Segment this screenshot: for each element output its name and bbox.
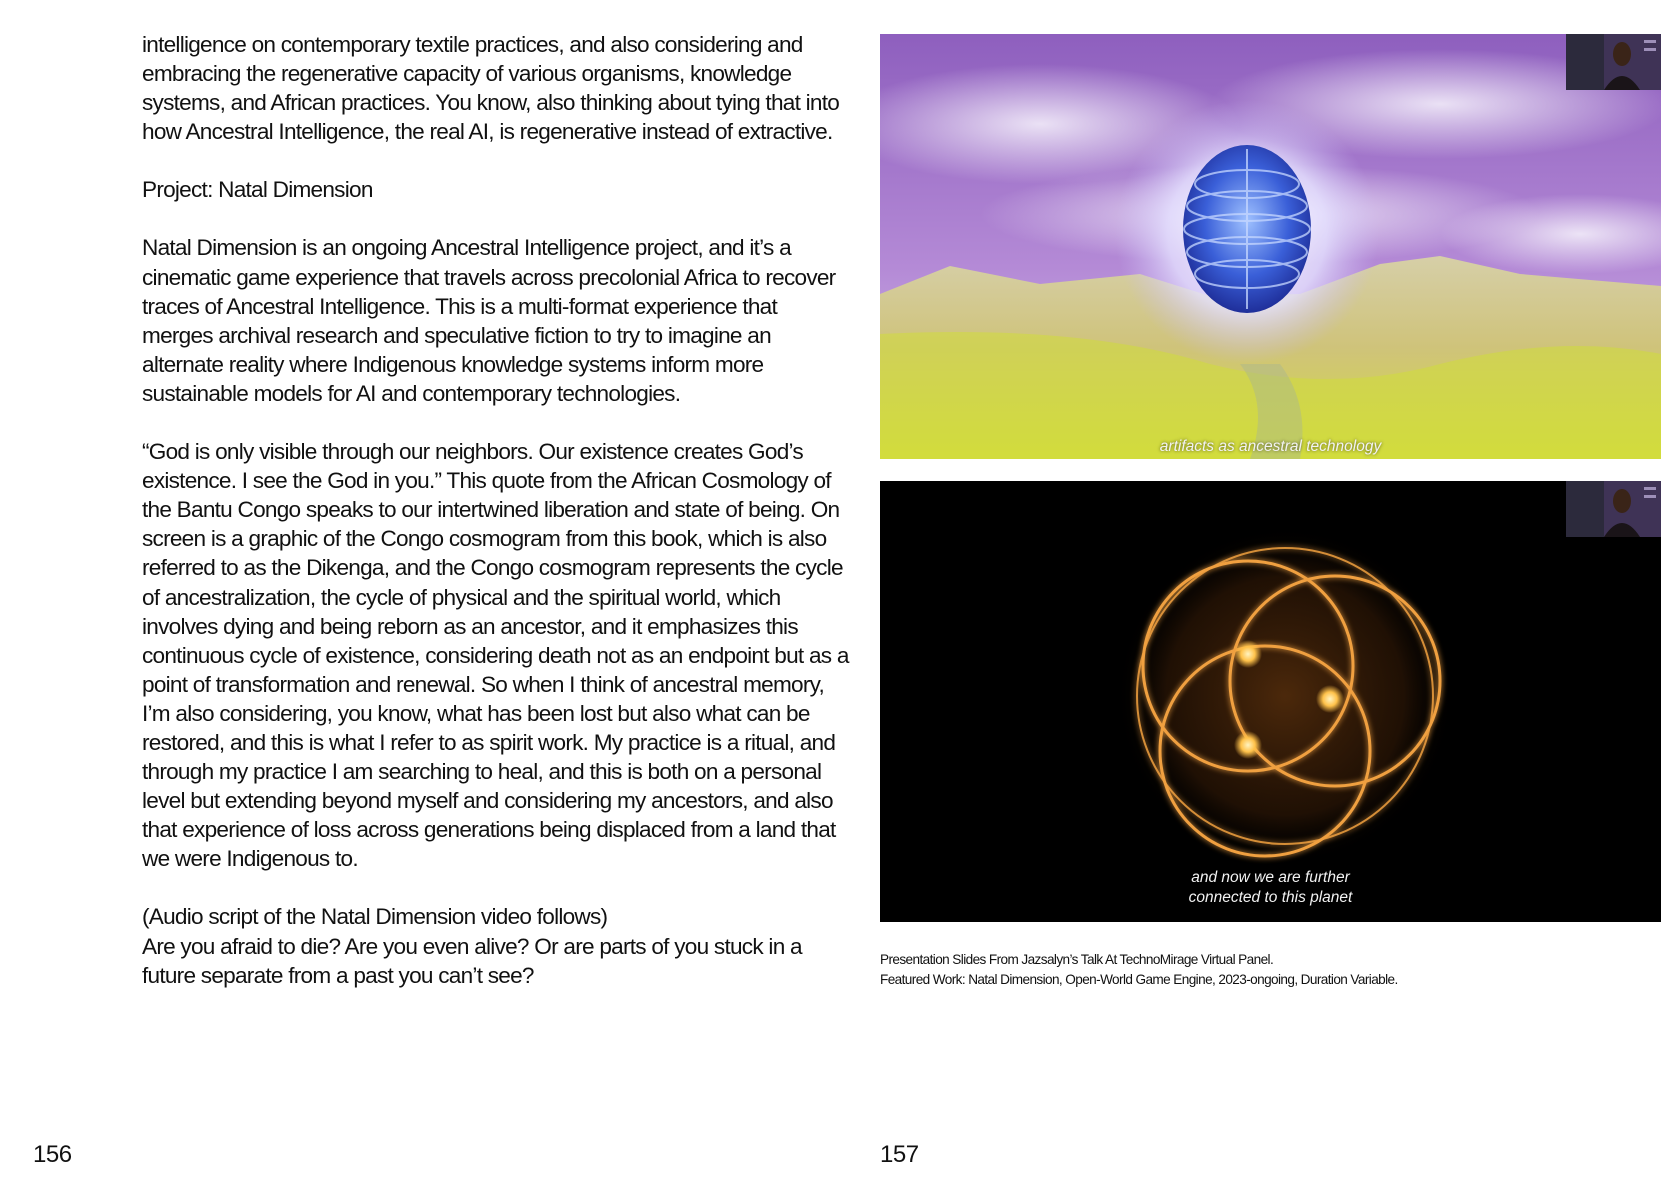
project-heading: Project: Natal Dimension — [142, 177, 373, 203]
page-number-left: 156 — [33, 1141, 72, 1168]
participant-avatar — [1566, 481, 1661, 537]
cosmogram-image — [880, 481, 1661, 922]
slide-landscape-orb — [880, 34, 1661, 459]
right-page — [840, 0, 1679, 1191]
slide-cosmogram — [880, 481, 1661, 922]
video-call-thumbnail — [1566, 481, 1661, 537]
slide-1-subtitle: artifacts as ancestral technology — [1159, 438, 1382, 455]
caption-line-1: Presentation Slides From Jazsalyn’s Talk At TechnoMirage Virtual Panel. — [880, 952, 1274, 967]
caption-line-2: Featured Work: Natal Dimension, Open-World Game Engine, 2023-ongoing, Duration Variable. — [880, 971, 1398, 987]
paragraph-cosmogram: “God is only visible through our neighbors. Our existence creates God’s existence. I see the God in you.” This quote from the African Cosmology of the Bantu Congo speaks to our intertwined liberation and state of being. On screen is a graphic of the Congo cosmogram from this book, which is also referred to as the Dikenga, and the Congo cosmogram represents the cycle of ancestralization, the cycle of physical and the spiritual world, which involves dying and being reborn as an ancestor, and it emphasizes this continuous cycle of existence, considering death not as an endpoint but as a point of transformation and renewal. So when I think of ancestral memory, I’m also considering, you know, what has been lost but also what can be restored, and this is what I refer to as spirit work. My practice is a ritual, and through my practice I am searching to heal, and this is both on a personal level but extending beyond myself and considering my ancestors, and also that experience of loss across generations being displaced from a land that we were Indigenous to. — [142, 439, 849, 872]
slide-2-subtitle — [880, 868, 1661, 908]
figure-caption — [880, 950, 1670, 989]
slide-2-subtitle-line-2: connected to this planet — [1188, 889, 1353, 906]
paragraph-audio-script: Are you afraid to die? Are you even alive? Or are parts of you stuck in a future separate from a past you can’t see? — [142, 933, 802, 988]
audio-script-note: (Audio script of the Natal Dimension video follows) — [142, 904, 608, 930]
paragraph-intro: intelligence on contemporary textile practices, and also considering and embracing the regenerative capacity of various organisms, knowledge systems, and African practices. You know, also thinking about tying that into how Ancestral Intelligence, the real AI, is regenerative instead of extractive. — [142, 32, 840, 145]
video-call-thumbnail — [1566, 34, 1661, 90]
paragraph-project-description: Natal Dimension is an ongoing Ancestral Intelligence project, and it’s a cinematic game experience that travels across precolonial Africa to recover traces of Ancestral Intelligence. This is a multi-format experience that merges archival research and speculative fiction to try to imagine an alternate reality where Indigenous knowledge systems inform more sustainable models for AI and contemporary technologies. — [142, 235, 836, 406]
participant-avatar — [1566, 34, 1661, 90]
body-text — [142, 30, 850, 990]
slide-2-subtitle-line-1: and now we are further — [1191, 869, 1350, 886]
landscape-orb-image — [880, 34, 1661, 459]
page-number-right: 157 — [880, 1141, 919, 1168]
